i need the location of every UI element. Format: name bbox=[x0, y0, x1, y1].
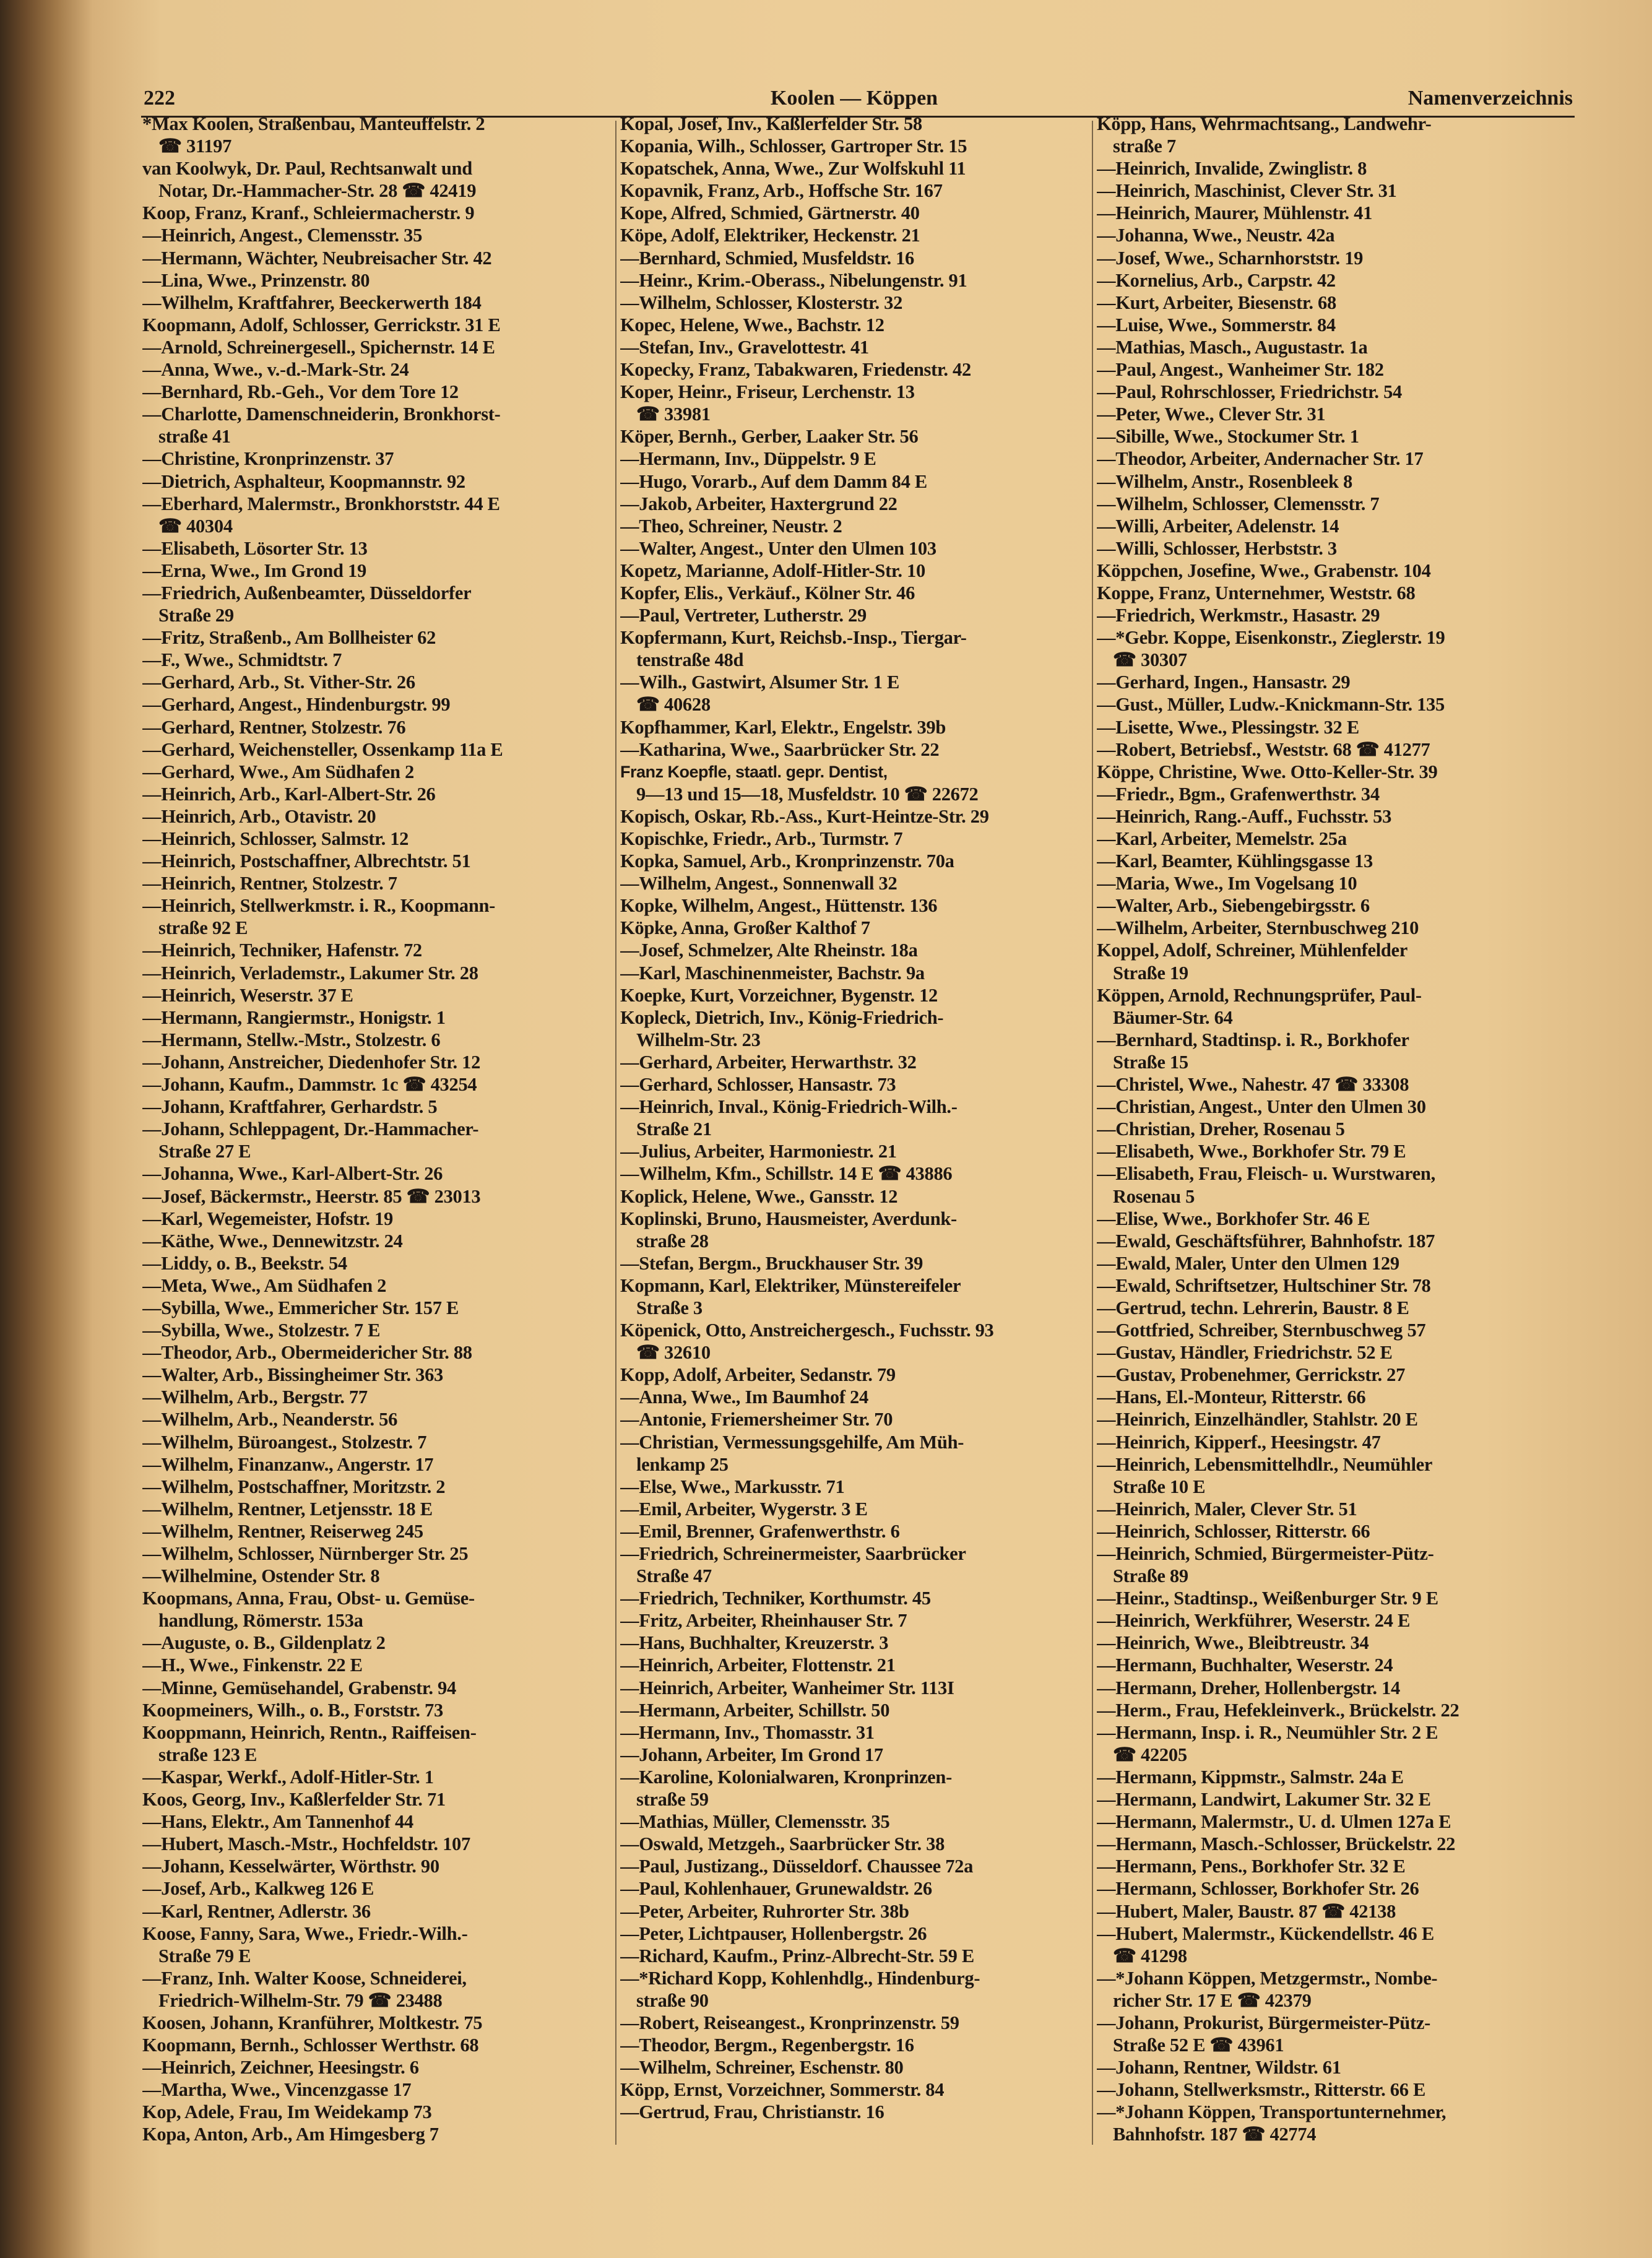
directory-entry: —Wilhelm, Rentner, Letjensstr. 18 E bbox=[142, 1498, 433, 1520]
directory-entry: Kopfhammer, Karl, Elektr., Engelstr. 39b bbox=[620, 716, 946, 738]
directory-entry: —Hermann, Buchhalter, Weserstr. 24 bbox=[1097, 1655, 1393, 1676]
directory-entry: —Lina, Wwe., Prinzenstr. 80 bbox=[142, 269, 370, 291]
directory-entry: Koosen, Johann, Kranführer, Moltkestr. 75 bbox=[142, 2012, 483, 2033]
directory-entry: —Martha, Wwe., Vincenzgasse 17 bbox=[142, 2079, 412, 2101]
directory-entry-continuation: ☎ 33981 bbox=[636, 404, 711, 425]
directory-entry: —Sybilla, Wwe., Stolzestr. 7 E bbox=[142, 1320, 381, 1341]
directory-entry: —Johann, Kesselwärter, Wörthstr. 90 bbox=[142, 1856, 439, 1877]
directory-entry: Koose, Fanny, Sara, Wwe., Friedr.-Wilh.- bbox=[142, 1923, 468, 1944]
directory-entry: —Friedrich, Werkmstr., Hasastr. 29 bbox=[1097, 605, 1380, 626]
directory-entry: —Gerhard, Arbeiter, Herwarthstr. 32 bbox=[620, 1051, 917, 1073]
directory-entry: —Hubert, Masch.-Mstr., Hochfeldstr. 107 bbox=[142, 1833, 470, 1855]
directory-entry: —Heinrich, Schlosser, Salmstr. 12 bbox=[142, 828, 409, 849]
directory-entry: —*Johann Köppen, Transportunternehmer, bbox=[1097, 2101, 1447, 2123]
directory-entry: Kopec, Helene, Wwe., Bachstr. 12 bbox=[620, 314, 884, 335]
directory-entry: Koppe, Franz, Unternehmer, Weststr. 68 bbox=[1097, 582, 1416, 603]
directory-entry: —Wilhelm, Arb., Neanderstr. 56 bbox=[142, 1409, 398, 1430]
directory-entry: —Karl, Wegemeister, Hofstr. 19 bbox=[142, 1208, 393, 1229]
directory-entry: Köpe, Adolf, Elektriker, Heckenstr. 21 bbox=[620, 225, 920, 246]
directory-entry-continuation: straße 59 bbox=[636, 1789, 709, 1810]
directory-entry: —Jakob, Arbeiter, Haxtergrund 22 bbox=[620, 493, 897, 514]
directory-entry: —Heinrich, Schlosser, Ritterstr. 66 bbox=[1097, 1520, 1370, 1542]
directory-entry-continuation: Bäumer-Str. 64 bbox=[1113, 1006, 1233, 1028]
directory-entry-continuation: lenkamp 25 bbox=[636, 1453, 729, 1475]
directory-entry: —Heinrich, Postschaffner, Albrechtstr. 51 bbox=[142, 850, 471, 872]
directory-entry: Koplinski, Bruno, Hausmeister, Averdunk- bbox=[620, 1208, 957, 1229]
directory-entry: —Peter, Wwe., Clever Str. 31 bbox=[1097, 404, 1326, 425]
directory-entry: —Paul, Vertreter, Lutherstr. 29 bbox=[620, 605, 867, 626]
directory-entry: Koop, Franz, Kranf., Schleiermacherstr. 9 bbox=[142, 202, 475, 224]
directory-entry: —Herm., Frau, Hefekleinverk., Brückelstr. 22 bbox=[1097, 1699, 1460, 1721]
directory-entry: —Johann, Anstreicher, Diedenhofer Str. 12 bbox=[142, 1051, 481, 1073]
directory-entry: —Wilhelm, Kfm., Schillstr. 14 E ☎ 43886 bbox=[620, 1163, 953, 1185]
directory-entry: —Minne, Gemüsehandel, Grabenstr. 94 bbox=[142, 1677, 456, 1698]
directory-entry: —Peter, Arbeiter, Ruhrorter Str. 38b bbox=[620, 1900, 909, 1922]
directory-entry: —Heinr., Stadtinsp., Weißenburger Str. 9 E bbox=[1097, 1588, 1438, 1609]
directory-entry: —Hans, Elektr., Am Tannenhof 44 bbox=[142, 1811, 413, 1833]
directory-entry: Kopleck, Dietrich, Inv., König-Friedrich- bbox=[620, 1006, 944, 1028]
directory-entry: —Theodor, Arb., Obermeidericher Str. 88 bbox=[142, 1342, 472, 1364]
directory-entry: —Antonie, Friemersheimer Str. 70 bbox=[620, 1409, 893, 1430]
directory-entry: —Elisabeth, Lösorter Str. 13 bbox=[142, 537, 368, 559]
directory-entry: Kopania, Wilh., Schlosser, Gartroper Str. 15 bbox=[620, 136, 967, 157]
directory-entry: —Wilhelm, Schlosser, Clemensstr. 7 bbox=[1097, 493, 1380, 514]
directory-entry-continuation: Straße 10 E bbox=[1113, 1476, 1206, 1497]
directory-entry: —Stefan, Inv., Gravelottestr. 41 bbox=[620, 336, 869, 358]
directory-entry: —Hubert, Maler, Baustr. 87 ☎ 42138 bbox=[1097, 1900, 1396, 1922]
directory-entry: —Heinrich, Arb., Karl-Albert-Str. 26 bbox=[142, 783, 436, 805]
directory-entry: —Gerhard, Wwe., Am Südhafen 2 bbox=[142, 761, 414, 782]
directory-entry: —Else, Wwe., Markusstr. 71 bbox=[620, 1476, 845, 1497]
directory-entry-continuation: straße 41 bbox=[158, 426, 231, 448]
directory-entry: —Friedrich, Techniker, Korthumstr. 45 bbox=[620, 1588, 931, 1609]
directory-entry: —Willi, Arbeiter, Adelenstr. 14 bbox=[1097, 515, 1339, 537]
directory-entry: Köpp, Hans, Wehrmachtsang., Landwehr- bbox=[1097, 113, 1432, 134]
directory-entry: —Meta, Wwe., Am Südhafen 2 bbox=[142, 1274, 387, 1296]
directory-entry: Kopfermann, Kurt, Reichsb.-Insp., Tiergar- bbox=[620, 627, 967, 649]
directory-entry: —H., Wwe., Finkenstr. 22 E bbox=[142, 1655, 363, 1676]
directory-entry: —Friedrich, Außenbeamter, Düsseldorfer bbox=[142, 582, 472, 603]
directory-entry: —*Richard Kopp, Kohlenhdlg., Hindenburg- bbox=[620, 1967, 980, 1989]
directory-entry-continuation: Straße 3 bbox=[636, 1297, 703, 1318]
directory-entry: Kopal, Josef, Inv., Kaßlerfelder Str. 58 bbox=[620, 113, 922, 134]
directory-entry: —Gerhard, Schlosser, Hansastr. 73 bbox=[620, 1074, 896, 1096]
directory-entry: —Gerhard, Angest., Hindenburgstr. 99 bbox=[142, 694, 451, 716]
directory-entry-continuation: ☎ 32610 bbox=[636, 1342, 711, 1364]
directory-entry: —Bernhard, Rb.-Geh., Vor dem Tore 12 bbox=[142, 381, 459, 403]
directory-entry: —Heinrich, Inval., König-Friedrich-Wilh.- bbox=[620, 1096, 958, 1118]
directory-entry: —Theo, Schreiner, Neustr. 2 bbox=[620, 515, 842, 537]
directory-entry: —Heinrich, Arbeiter, Wanheimer Str. 113I bbox=[620, 1677, 954, 1698]
directory-entry: —Christel, Wwe., Nahestr. 47 ☎ 33308 bbox=[1097, 1074, 1409, 1096]
directory-entry-continuation: Straße 47 bbox=[636, 1565, 712, 1587]
directory-entry: —Hermann, Landwirt, Lakumer Str. 32 E bbox=[1097, 1789, 1431, 1810]
directory-entry: —Karoline, Kolonialwaren, Kronprinzen- bbox=[620, 1766, 952, 1788]
directory-entry: Koppel, Adolf, Schreiner, Mühlenfelder bbox=[1097, 940, 1408, 961]
directory-entry: —Gustav, Probenehmer, Gerrickstr. 27 bbox=[1097, 1364, 1406, 1386]
directory-entry-continuation: Straße 89 bbox=[1113, 1565, 1188, 1587]
directory-entry: —Heinrich, Arbeiter, Flottenstr. 21 bbox=[620, 1655, 896, 1676]
directory-entry: —Wilhelm, Büroangest., Stolzestr. 7 bbox=[142, 1431, 427, 1453]
directory-entry: Koper, Heinr., Friseur, Lerchenstr. 13 bbox=[620, 381, 915, 403]
directory-entry-continuation: Straße 19 bbox=[1113, 962, 1188, 984]
directory-entry-continuation: richer Str. 17 E ☎ 42379 bbox=[1113, 1989, 1312, 2011]
directory-entry-continuation: tenstraße 48d bbox=[636, 649, 744, 671]
directory-entry-continuation: Straße 79 E bbox=[158, 1945, 251, 1966]
directory-entry: —Heinrich, Rentner, Stolzestr. 7 bbox=[142, 873, 397, 894]
directory-entry: —Paul, Rohrschlosser, Friedrichstr. 54 bbox=[1097, 381, 1402, 403]
directory-entry: —Gust., Müller, Ludw.-Knickmann-Str. 135 bbox=[1097, 694, 1445, 716]
directory-entry: —Hans, El.-Monteur, Ritterstr. 66 bbox=[1097, 1386, 1366, 1408]
directory-entry: —Heinrich, Maurer, Mühlenstr. 41 bbox=[1097, 202, 1373, 224]
directory-entry: —Hermann, Malermstr., U. d. Ulmen 127a E bbox=[1097, 1811, 1451, 1833]
directory-entry: Koepke, Kurt, Vorzeichner, Bygenstr. 12 bbox=[620, 984, 938, 1006]
directory-entry: —Ewald, Geschäftsführer, Bahnhofstr. 187 bbox=[1097, 1230, 1435, 1252]
directory-entry: Kopka, Samuel, Arb., Kronprinzenstr. 70a bbox=[620, 850, 954, 872]
directory-entry: Kop, Adele, Frau, Im Weidekamp 73 bbox=[142, 2101, 432, 2123]
directory-entry: —Ewald, Schriftsetzer, Hultschiner Str. 78 bbox=[1097, 1274, 1431, 1296]
directory-entry: —Hermann, Masch.-Schlosser, Brückelstr. 22 bbox=[1097, 1833, 1456, 1855]
directory-entry-continuation: straße 123 E bbox=[158, 1744, 257, 1765]
directory-entry: Kopfer, Elis., Verkäuf., Kölner Str. 46 bbox=[620, 582, 915, 603]
directory-entry-continuation: Straße 29 bbox=[158, 605, 234, 626]
directory-entry-continuation: Rosenau 5 bbox=[1113, 1185, 1195, 1207]
directory-entry: —Christian, Angest., Unter den Ulmen 30 bbox=[1097, 1096, 1426, 1118]
directory-entry: —Peter, Lichtpauser, Hollenbergstr. 26 bbox=[620, 1923, 927, 1944]
directory-entry: —Walter, Arb., Siebengebirgsstr. 6 bbox=[1097, 895, 1370, 917]
directory-entry: —Heinrich, Kipperf., Heesingstr. 47 bbox=[1097, 1431, 1381, 1453]
directory-entry: —Gerhard, Weichensteller, Ossenkamp 11a E bbox=[142, 738, 503, 760]
directory-entry: —Wilhelm, Kraftfahrer, Beeckerwerth 184 bbox=[142, 292, 482, 313]
directory-entry: —Lisette, Wwe., Plessingstr. 32 E bbox=[1097, 716, 1359, 738]
directory-entry: —Heinrich, Maschinist, Clever Str. 31 bbox=[1097, 180, 1397, 202]
directory-entry: Kopavnik, Franz, Arb., Hoffsche Str. 167 bbox=[620, 180, 943, 202]
directory-entry: Köppe, Christine, Wwe. Otto-Keller-Str. 39 bbox=[1097, 761, 1438, 782]
directory-entry: Kopischke, Friedr., Arb., Turmstr. 7 bbox=[620, 828, 903, 849]
directory-entry: —Stefan, Bergm., Bruckhauser Str. 39 bbox=[620, 1252, 923, 1274]
directory-entry: —Christine, Kronprinzenstr. 37 bbox=[142, 448, 394, 470]
directory-entry: —Heinrich, Weserstr. 37 E bbox=[142, 984, 353, 1006]
directory-entry-continuation: ☎ 40628 bbox=[636, 694, 711, 716]
directory-entry: —Elisabeth, Wwe., Borkhofer Str. 79 E bbox=[1097, 1141, 1406, 1162]
directory-entry: —Josef, Arb., Kalkweg 126 E bbox=[142, 1878, 374, 1900]
directory-entry: —Heinrich, Arb., Otavistr. 20 bbox=[142, 805, 376, 827]
directory-entry: —Johann, Arbeiter, Im Grond 17 bbox=[620, 1744, 883, 1765]
directory-entry: —Charlotte, Damenschneiderin, Bronkhorst- bbox=[142, 404, 501, 425]
directory-entry: —Heinrich, Zeichner, Heesingstr. 6 bbox=[142, 2057, 419, 2078]
directory-entry: Franz Koepfle, staatl. gepr. Dentist, bbox=[620, 762, 888, 781]
directory-entry: —Johann, Rentner, Wildstr. 61 bbox=[1097, 2057, 1341, 2078]
directory-entry: —Gerhard, Arb., St. Vither-Str. 26 bbox=[142, 672, 415, 693]
directory-entry: —Arnold, Schreinergesell., Spichernstr. 14 E bbox=[142, 336, 495, 358]
directory-entry: —Wilh., Gastwirt, Alsumer Str. 1 E bbox=[620, 672, 900, 693]
directory-entry: —Mathias, Masch., Augustastr. 1a bbox=[1097, 336, 1368, 358]
directory-entry: —Robert, Betriebsf., Weststr. 68 ☎ 41277 bbox=[1097, 738, 1430, 760]
directory-entry: Koopmeiners, Wilh., o. B., Forststr. 73 bbox=[142, 1699, 443, 1721]
directory-entry-continuation: handlung, Römerstr. 153a bbox=[158, 1610, 363, 1632]
directory-entry: —Erna, Wwe., Im Grond 19 bbox=[142, 560, 366, 581]
directory-entry-continuation: straße 90 bbox=[636, 1989, 709, 2011]
directory-entry: —Emil, Arbeiter, Wygerstr. 3 E bbox=[620, 1498, 868, 1520]
directory-entry: —Heinrich, Techniker, Hafenstr. 72 bbox=[142, 940, 422, 961]
directory-entry: Kooppmann, Heinrich, Rentn., Raiffeisen- bbox=[142, 1721, 477, 1743]
directory-entry: —Karl, Rentner, Adlerstr. 36 bbox=[142, 1900, 371, 1922]
directory-entry: —Wilhelm, Schreiner, Eschenstr. 80 bbox=[620, 2057, 904, 2078]
directory-entry: —Kurt, Arbeiter, Biesenstr. 68 bbox=[1097, 292, 1336, 313]
directory-entry: —Hans, Buchhalter, Kreuzerstr. 3 bbox=[620, 1632, 889, 1654]
directory-entry: —*Johann Köppen, Metzgermstr., Nombe- bbox=[1097, 1967, 1438, 1989]
directory-entry: —Heinrich, Maler, Clever Str. 51 bbox=[1097, 1498, 1357, 1520]
directory-entry: —Richard, Kaufm., Prinz-Albrecht-Str. 59 E bbox=[620, 1945, 974, 1966]
directory-entry: —Friedrich, Schreinermeister, Saarbrücker bbox=[620, 1543, 966, 1564]
directory-entry: —Heinrich, Verlademstr., Lakumer Str. 28 bbox=[142, 962, 478, 984]
directory-entry: Koopmann, Adolf, Schlosser, Gerrickstr. 31 E bbox=[142, 314, 501, 335]
directory-entry: —Luise, Wwe., Sommerstr. 84 bbox=[1097, 314, 1336, 335]
directory-entry: —Karl, Beamter, Kühlingsgasse 13 bbox=[1097, 850, 1373, 872]
directory-entry: —Hubert, Malermstr., Kückendellstr. 46 E bbox=[1097, 1923, 1434, 1944]
directory-entry: Köpenick, Otto, Anstreichergesch., Fuchsstr. 93 bbox=[620, 1320, 994, 1341]
directory-entry-continuation: Straße 21 bbox=[636, 1118, 712, 1140]
directory-entry: —Paul, Justizang., Düsseldorf. Chaussee 72a bbox=[620, 1856, 974, 1877]
directory-entry: —Karl, Arbeiter, Memelstr. 25a bbox=[1097, 828, 1347, 849]
directory-entry: —Oswald, Metzgeh., Saarbrücker Str. 38 bbox=[620, 1833, 945, 1855]
directory-entry: —Johann, Schleppagent, Dr.-Hammacher- bbox=[142, 1118, 479, 1140]
directory-entry: Koplick, Helene, Wwe., Gansstr. 12 bbox=[620, 1185, 898, 1207]
directory-entry: —Fritz, Arbeiter, Rheinhauser Str. 7 bbox=[620, 1610, 907, 1632]
directory-entry: —Fritz, Straßenb., Am Bollheister 62 bbox=[142, 627, 436, 649]
directory-entry: —Wilhelm, Angest., Sonnenwall 32 bbox=[620, 873, 897, 894]
directory-entry: —Wilhelm, Finanzanw., Angerstr. 17 bbox=[142, 1453, 434, 1475]
directory-entry: Kopecky, Franz, Tabakwaren, Friedenstr. 42 bbox=[620, 359, 971, 381]
directory-entry: —Hermann, Arbeiter, Schillstr. 50 bbox=[620, 1699, 890, 1721]
directory-entry: —Kornelius, Arb., Carpstr. 42 bbox=[1097, 269, 1336, 291]
directory-entry: —Wilhelm, Rentner, Reiserweg 245 bbox=[142, 1520, 423, 1542]
directory-entry: Köppchen, Josefine, Wwe., Grabenstr. 104 bbox=[1097, 560, 1431, 581]
directory-entry: —Heinr., Krim.-Oberass., Nibelungenstr. 91 bbox=[620, 269, 967, 291]
directory-entry: —Wilhelm, Anstr., Rosenbleek 8 bbox=[1097, 470, 1352, 492]
directory-entry: —Bernhard, Stadtinsp. i. R., Borkhofer bbox=[1097, 1029, 1409, 1050]
directory-entry: —Christian, Vermessungsgehilfe, Am Müh- bbox=[620, 1431, 964, 1453]
directory-entry: —Liddy, o. B., Beekstr. 54 bbox=[142, 1252, 347, 1274]
directory-entry: —Hermann, Pens., Borkhofer Str. 32 E bbox=[1097, 1856, 1406, 1877]
directory-entry: Köppen, Arnold, Rechnungsprüfer, Paul- bbox=[1097, 984, 1422, 1006]
directory-entry: —Sybilla, Wwe., Emmericher Str. 157 E bbox=[142, 1297, 459, 1318]
directory-entry: —Wilhelmine, Ostender Str. 8 bbox=[142, 1565, 380, 1587]
directory-entry: —Heinrich, Schmied, Bürgermeister-Pütz- bbox=[1097, 1543, 1434, 1564]
directory-entry: —Heinrich, Einzelhändler, Stahlstr. 20 E bbox=[1097, 1409, 1418, 1430]
directory-entry: —Hermann, Stellw.-Mstr., Stolzestr. 6 bbox=[142, 1029, 441, 1050]
directory-entry: —Julius, Arbeiter, Harmoniestr. 21 bbox=[620, 1141, 897, 1162]
directory-entry: —Heinrich, Wwe., Bleibtreustr. 34 bbox=[1097, 1632, 1369, 1654]
directory-entry-continuation: ☎ 31197 bbox=[158, 136, 232, 157]
directory-entry: —Sibille, Wwe., Stockumer Str. 1 bbox=[1097, 426, 1359, 448]
directory-entry: —Johanna, Wwe., Karl-Albert-Str. 26 bbox=[142, 1163, 443, 1185]
directory-entry: —Hermann, Insp. i. R., Neumühler Str. 2 E bbox=[1097, 1721, 1438, 1743]
directory-entry: —Heinrich, Werkführer, Weserstr. 24 E bbox=[1097, 1610, 1410, 1632]
directory-entry: —Elise, Wwe., Borkhofer Str. 46 E bbox=[1097, 1208, 1370, 1229]
directory-entry: —Hermann, Schlosser, Borkhofer Str. 26 bbox=[1097, 1878, 1419, 1900]
directory-entry: —Wilhelm, Schlosser, Nürnberger Str. 25 bbox=[142, 1543, 469, 1564]
directory-entry: —Eberhard, Malermstr., Bronkhorststr. 44 E bbox=[142, 493, 500, 514]
directory-entry: —Heinrich, Angest., Clemensstr. 35 bbox=[142, 225, 423, 246]
directory-entry: —Auguste, o. B., Gildenplatz 2 bbox=[142, 1632, 386, 1654]
directory-entry-continuation: straße 28 bbox=[636, 1230, 709, 1252]
directory-entry: —Theodor, Arbeiter, Andernacher Str. 17 bbox=[1097, 448, 1424, 470]
directory-entry: *Max Koolen, Straßenbau, Manteuffelstr. 2 bbox=[142, 113, 485, 134]
directory-entry: —*Gebr. Koppe, Eisenkonstr., Zieglerstr. 19 bbox=[1097, 627, 1445, 649]
directory-entry: —Willi, Schlosser, Herbststr. 3 bbox=[1097, 537, 1337, 559]
directory-entry: —Bernhard, Schmied, Musfeldstr. 16 bbox=[620, 247, 915, 269]
directory-entry: Köpp, Ernst, Vorzeichner, Sommerstr. 84 bbox=[620, 2079, 945, 2101]
directory-entry: —Heinrich, Lebensmittelhdlr., Neumühler bbox=[1097, 1453, 1433, 1475]
directory-entry: Köper, Bernh., Gerber, Laaker Str. 56 bbox=[620, 426, 919, 448]
directory-entry: —Gerhard, Ingen., Hansastr. 29 bbox=[1097, 672, 1351, 693]
directory-entry: —Robert, Reiseangest., Kronprinzenstr. 59 bbox=[620, 2012, 959, 2033]
directory-entry-continuation: Straße 15 bbox=[1113, 1051, 1188, 1073]
directory-entry: —Johann, Kraftfahrer, Gerhardstr. 5 bbox=[142, 1096, 438, 1118]
page-title: Koolen — Köppen bbox=[770, 87, 938, 110]
directory-entry: —Anna, Wwe., v.-d.-Mark-Str. 24 bbox=[142, 359, 409, 381]
directory-entry-continuation: ☎ 42205 bbox=[1113, 1744, 1187, 1765]
directory-entry-continuation: Wilhelm-Str. 23 bbox=[636, 1029, 761, 1050]
directory-entry-continuation: ☎ 30307 bbox=[1113, 649, 1187, 671]
directory-entry: Koopmans, Anna, Frau, Obst- u. Gemüse- bbox=[142, 1588, 475, 1609]
directory-entry: —Katharina, Wwe., Saarbrücker Str. 22 bbox=[620, 738, 940, 760]
directory-entry: —Käthe, Wwe., Dennewitzstr. 24 bbox=[142, 1230, 403, 1252]
directory-entry: Kopke, Wilhelm, Angest., Hüttenstr. 136 bbox=[620, 895, 938, 917]
directory-entry: Koopmann, Bernh., Schlosser Werthstr. 68 bbox=[142, 2035, 479, 2056]
directory-entry: Kopa, Anton, Arb., Am Himgesberg 7 bbox=[142, 2124, 439, 2145]
directory-entry: —Josef, Bäckermstr., Heerstr. 85 ☎ 23013 bbox=[142, 1185, 481, 1207]
directory-entry: —Heinrich, Rang.-Auff., Fuchsstr. 53 bbox=[1097, 805, 1392, 827]
directory-entry: —Hermann, Wächter, Neubreisacher Str. 42 bbox=[142, 247, 492, 269]
directory-entry: van Koolwyk, Dr. Paul, Rechtsanwalt und bbox=[142, 158, 472, 180]
directory-entry: —Dietrich, Asphalteur, Koopmannstr. 92 bbox=[142, 470, 465, 492]
directory-entry: —Hermann, Dreher, Hollenbergstr. 14 bbox=[1097, 1677, 1400, 1698]
directory-entry-continuation: 9—13 und 15—18, Musfeldstr. 10 ☎ 22672 bbox=[636, 783, 979, 805]
directory-entry-continuation: Notar, Dr.-Hammacher-Str. 28 ☎ 42419 bbox=[158, 180, 477, 202]
directory-entry: Kopisch, Oskar, Rb.-Ass., Kurt-Heintze-Str. 29 bbox=[620, 805, 989, 827]
directory-entry: —Gottfried, Schreiber, Sternbuschweg 57 bbox=[1097, 1320, 1426, 1341]
directory-column-3 bbox=[1097, 113, 1570, 2146]
directory-entry-continuation: ☎ 40304 bbox=[158, 515, 233, 537]
directory-entry: Kopetz, Marianne, Adolf-Hitler-Str. 10 bbox=[620, 560, 925, 581]
directory-entry-continuation: straße 92 E bbox=[158, 917, 248, 939]
directory-entry: —Johann, Stellwerksmstr., Ritterstr. 66 E bbox=[1097, 2079, 1426, 2101]
directory-entry: Kopp, Adolf, Arbeiter, Sedanstr. 79 bbox=[620, 1364, 896, 1386]
directory-entry: —Hermann, Inv., Düppelstr. 9 E bbox=[620, 448, 876, 470]
directory-entry-continuation: Straße 52 E ☎ 43961 bbox=[1113, 2035, 1284, 2056]
directory-entry-continuation: ☎ 41298 bbox=[1113, 1945, 1187, 1966]
directory-entry: —Theodor, Bergm., Regenbergstr. 16 bbox=[620, 2035, 914, 2056]
directory-entry-continuation: straße 7 bbox=[1113, 136, 1176, 157]
directory-entry: —Hugo, Vorarb., Auf dem Damm 84 E bbox=[620, 470, 927, 492]
directory-entry: —Gertrud, techn. Lehrerin, Baustr. 8 E bbox=[1097, 1297, 1409, 1318]
page-number: 222 bbox=[144, 87, 175, 110]
directory-entry: —Paul, Kohlenhauer, Grunewaldstr. 26 bbox=[620, 1878, 932, 1900]
directory-entry-continuation: Bahnhofstr. 187 ☎ 42774 bbox=[1113, 2124, 1317, 2145]
directory-entry: —Wilhelm, Arb., Bergstr. 77 bbox=[142, 1386, 368, 1408]
directory-entry: —Gerhard, Rentner, Stolzestr. 76 bbox=[142, 716, 406, 738]
directory-entry: —Josef, Wwe., Scharnhorststr. 19 bbox=[1097, 247, 1364, 269]
directory-entry: Kopatschek, Anna, Wwe., Zur Wolfskuhl 11 bbox=[620, 158, 966, 180]
directory-entry: —Johann, Prokurist, Bürgermeister-Pütz- bbox=[1097, 2012, 1430, 2033]
directory-entry: Kopmann, Karl, Elektriker, Münstereifeler bbox=[620, 1274, 961, 1296]
directory-entry-continuation: Friedrich-Wilhelm-Str. 79 ☎ 23488 bbox=[158, 1989, 443, 2011]
directory-entry: —Elisabeth, Frau, Fleisch- u. Wurstwaren, bbox=[1097, 1163, 1435, 1185]
directory-entry: —Wilhelm, Schlosser, Klosterstr. 32 bbox=[620, 292, 903, 313]
directory-entry: —Heinrich, Invalide, Zwinglistr. 8 bbox=[1097, 158, 1367, 180]
directory-entry: —Maria, Wwe., Im Vogelsang 10 bbox=[1097, 873, 1357, 894]
directory-entry: —Hermann, Kippmstr., Salmstr. 24a E bbox=[1097, 1766, 1404, 1788]
directory-entry: —Karl, Maschinenmeister, Bachstr. 9a bbox=[620, 962, 925, 984]
directory-entry: Kope, Alfred, Schmied, Gärtnerstr. 40 bbox=[620, 202, 920, 224]
directory-entry: Köpke, Anna, Großer Kalthof 7 bbox=[620, 917, 870, 939]
directory-entry: —Johann, Kaufm., Dammstr. 1c ☎ 43254 bbox=[142, 1074, 477, 1096]
directory-column-2 bbox=[620, 113, 1094, 2123]
directory-entry: —Hermann, Rangiermstr., Honigstr. 1 bbox=[142, 1006, 446, 1028]
section-title: Namenverzeichnis bbox=[1408, 87, 1573, 110]
directory-entry: —Paul, Angest., Wanheimer Str. 182 bbox=[1097, 359, 1384, 381]
directory-column-1 bbox=[142, 113, 616, 2146]
directory-entry: —F., Wwe., Schmidtstr. 7 bbox=[142, 649, 342, 671]
directory-entry: —Walter, Angest., Unter den Ulmen 103 bbox=[620, 537, 936, 559]
directory-entry: —Christian, Dreher, Rosenau 5 bbox=[1097, 1118, 1345, 1140]
directory-entry: —Hermann, Inv., Thomasstr. 31 bbox=[620, 1721, 875, 1743]
directory-entry: —Ewald, Maler, Unter den Ulmen 129 bbox=[1097, 1252, 1399, 1274]
directory-entry: —Walter, Arb., Bissingheimer Str. 363 bbox=[142, 1364, 443, 1386]
directory-entry: —Gertrud, Frau, Christianstr. 16 bbox=[620, 2101, 884, 2123]
directory-entry: —Wilhelm, Postschaffner, Moritzstr. 2 bbox=[142, 1476, 446, 1497]
directory-entry: —Josef, Schmelzer, Alte Rheinstr. 18a bbox=[620, 940, 918, 961]
directory-entry-continuation: Straße 27 E bbox=[158, 1141, 251, 1162]
directory-entry: —Johanna, Wwe., Neustr. 42a bbox=[1097, 225, 1335, 246]
directory-entry: —Wilhelm, Arbeiter, Sternbuschweg 210 bbox=[1097, 917, 1419, 939]
directory-entry: —Heinrich, Stellwerkmstr. i. R., Koopmann- bbox=[142, 895, 495, 917]
directory-entry: Koos, Georg, Inv., Kaßlerfelder Str. 71 bbox=[142, 1789, 446, 1810]
directory-entry: —Emil, Brenner, Grafenwerthstr. 6 bbox=[620, 1520, 900, 1542]
directory-entry: —Anna, Wwe., Im Baumhof 24 bbox=[620, 1386, 868, 1408]
directory-entry: —Franz, Inh. Walter Koose, Schneiderei, bbox=[142, 1967, 467, 1989]
directory-entry: —Friedr., Bgm., Grafenwerthstr. 34 bbox=[1097, 783, 1380, 805]
directory-entry: —Mathias, Müller, Clemensstr. 35 bbox=[620, 1811, 890, 1833]
directory-entry: —Kaspar, Werkf., Adolf-Hitler-Str. 1 bbox=[142, 1766, 434, 1788]
directory-entry: —Gustav, Händler, Friedrichstr. 52 E bbox=[1097, 1342, 1393, 1364]
